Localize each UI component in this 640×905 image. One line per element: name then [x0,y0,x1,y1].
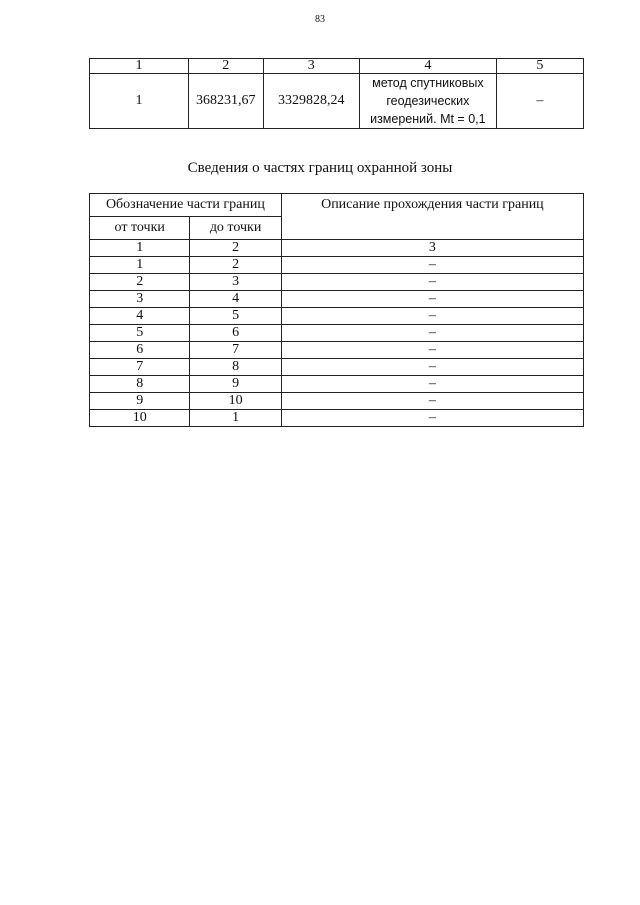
table-row [90,325,584,342]
table-row [90,359,584,376]
to-point-cell: 7 [190,342,281,359]
from-point-cell: 3 [90,291,190,308]
table-row [90,257,584,274]
header-description-cell: Описание прохождения части границ [281,194,583,240]
coordinates-table [89,58,584,129]
to-point-cell: 5 [190,308,281,325]
header-cell: 5 [496,59,583,74]
from-point-cell: 8 [90,376,190,393]
table-row [90,291,584,308]
description-cell: – [281,393,583,410]
section-title: Сведения о частях границ охранной зоны [187,160,453,176]
number-cell: 1 [90,240,190,257]
header-cell: 4 [359,59,496,74]
from-point-cell: 6 [90,342,190,359]
description-cell: – [281,342,583,359]
table-header-row [90,194,584,217]
description-cell: – [281,308,583,325]
from-point-cell: 7 [90,359,190,376]
from-point-cell: 10 [90,410,190,427]
description-cell: – [281,274,583,291]
header-cell: 2 [188,59,263,74]
to-point-cell: 10 [190,393,281,410]
note-cell: – [496,74,583,129]
header-cell: 1 [90,59,189,74]
table-row [90,410,584,427]
description-cell: – [281,359,583,376]
point-number-cell: 1 [90,74,189,129]
description-cell: – [281,325,583,342]
table-number-row [90,240,584,257]
header-from-cell: от точки [90,217,190,240]
table-row [90,342,584,359]
table-row [90,376,584,393]
description-cell: – [281,376,583,393]
header-group-cell: Обозначение части границ [90,194,282,217]
page-number: 83 [315,14,325,25]
coordinate-x-cell: 368231,67 [188,74,263,129]
coordinate-y-cell: 3329828,24 [263,74,359,129]
header-cell: 3 [263,59,359,74]
table-row [90,393,584,410]
description-cell: – [281,410,583,427]
from-point-cell: 1 [90,257,190,274]
table-header-row [90,59,584,74]
number-cell: 2 [190,240,281,257]
description-cell: – [281,257,583,274]
to-point-cell: 3 [190,274,281,291]
table-row [90,274,584,291]
from-point-cell: 4 [90,308,190,325]
from-point-cell: 2 [90,274,190,291]
to-point-cell: 8 [190,359,281,376]
boundary-parts-table [89,193,584,427]
from-point-cell: 5 [90,325,190,342]
table-row [90,308,584,325]
to-point-cell: 1 [190,410,281,427]
method-cell: метод спутниковых геодезических измерений. Mt = 0,1 [359,74,496,129]
header-to-cell: до точки [190,217,281,240]
table-row [90,74,584,129]
to-point-cell: 6 [190,325,281,342]
description-cell: – [281,291,583,308]
to-point-cell: 4 [190,291,281,308]
to-point-cell: 9 [190,376,281,393]
from-point-cell: 9 [90,393,190,410]
to-point-cell: 2 [190,257,281,274]
number-cell: 3 [281,240,583,257]
